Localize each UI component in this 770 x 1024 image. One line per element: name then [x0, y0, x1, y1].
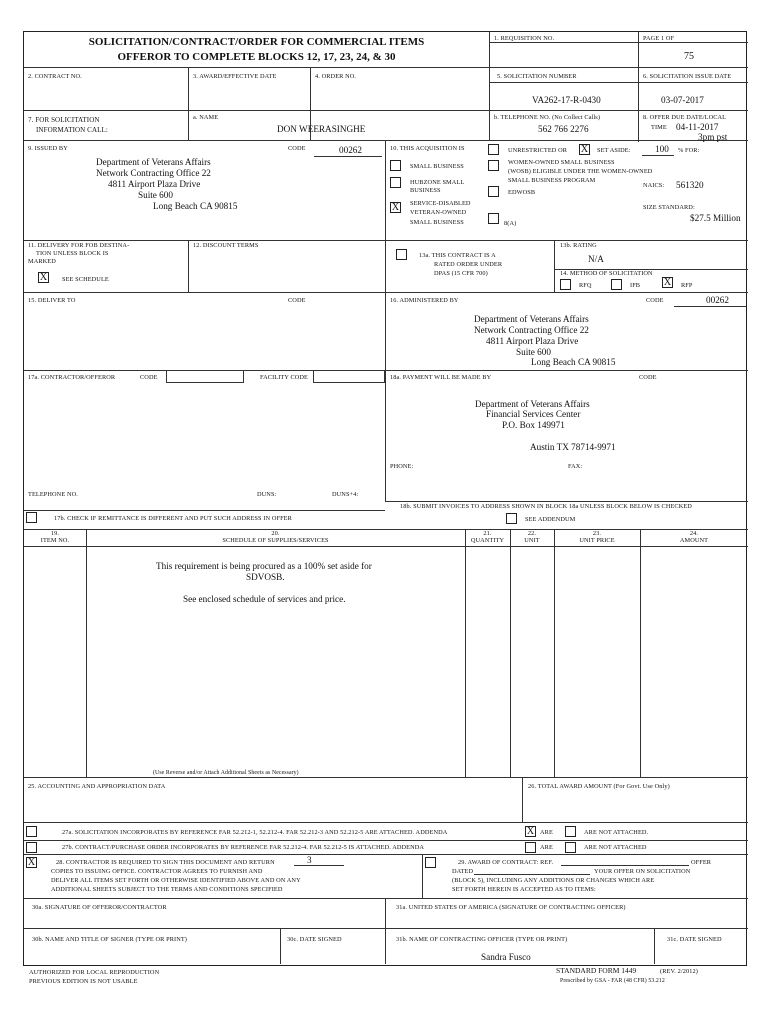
- officer-name-field[interactable]: Sandra Fusco: [481, 952, 531, 962]
- col-unit-price-number: 23.: [592, 530, 602, 537]
- 27a-are-not-label: ARE NOT ATTACHED.: [584, 829, 649, 836]
- order-no-label: 4. ORDER NO.: [315, 73, 357, 80]
- 27a-are-checkbox[interactable]: X: [526, 826, 535, 837]
- col-schedule-number: 20.: [271, 530, 280, 537]
- small-business-checkbox[interactable]: [390, 160, 401, 171]
- naics-label: NAICS:: [643, 182, 665, 189]
- contact-name-field[interactable]: DON WEERASINGHE: [277, 124, 366, 134]
- information-call-label: INFORMATION CALL:: [36, 126, 108, 134]
- 29-label-4: SET FORTH HEREIN IS ACCEPTED AS TO ITEMS:: [452, 886, 596, 893]
- sdvosb-label-3: SMALL BUSINESS: [410, 219, 464, 226]
- submit-invoices-label: 18b. SUBMIT INVOICES TO ADDRESS SHOWN IN BLOCK 18a UNLESS BLOCK BELOW IS CHECKED: [400, 503, 692, 510]
- copies-field[interactable]: 3: [307, 855, 312, 865]
- solicitation-number-label: 5. SOLICITATION NUMBER: [497, 73, 577, 80]
- issued-by-address-line: Network Contracting Office 22: [96, 168, 211, 178]
- administered-by-address-line: Suite 600: [516, 347, 551, 357]
- see-addendum-checkbox[interactable]: [506, 513, 517, 524]
- remittance-checkbox[interactable]: [26, 512, 37, 523]
- footer-reproduction: AUTHORIZED FOR LOCAL REPRODUCTION: [29, 969, 160, 976]
- sdvosb-label: SERVICE-DISABLED: [410, 200, 471, 207]
- footer-revision: (REV. 2/2012): [660, 968, 698, 975]
- sdvosb-label-2: VETERAN-OWNED: [410, 209, 467, 216]
- size-standard-label: SIZE STANDARD:: [643, 204, 695, 211]
- rfq-label: RFQ: [579, 282, 592, 289]
- footer-previous-edition: PREVIOUS EDITION IS NOT USABLE: [29, 978, 138, 985]
- 27a-are-label: ARE: [540, 829, 553, 836]
- offer-due-date-field[interactable]: 04-11-2017: [676, 122, 719, 132]
- wosb-label-3: SMALL BUSINESS PROGRAM: [508, 177, 596, 184]
- contractor-code-label: CODE: [140, 374, 158, 381]
- col-item-no-number: 19.: [50, 530, 60, 537]
- col-item-no-header: ITEM NO.: [40, 537, 70, 544]
- award-date-label: 3. AWARD/EFFECTIVE DATE: [193, 73, 277, 80]
- col-quantity-header: QUANTITY: [470, 537, 505, 544]
- issued-by-address-line: 4811 Airport Plaza Drive: [108, 179, 201, 189]
- administered-by-address-line: Long Beach CA 90815: [531, 357, 616, 367]
- offer-time-label: TIME: [651, 124, 667, 131]
- col-schedule-header: SCHEDULE OF SUPPLIES/SERVICES: [222, 537, 329, 544]
- delivery-fob-label-2: TION UNLESS BLOCK IS: [36, 250, 109, 257]
- sdvosb-checkbox[interactable]: X: [391, 202, 400, 213]
- 27b-are-label: ARE: [540, 844, 553, 851]
- issued-by-address-line: Department of Veterans Affairs: [96, 157, 211, 167]
- requisition-no-label: 1. REQUISITION NO.: [494, 35, 555, 42]
- 29-checkbox[interactable]: [425, 857, 436, 868]
- 8a-label: 8(A): [504, 220, 517, 227]
- rated-order-label-3: DPAS (15 CFR 700): [434, 270, 488, 277]
- duns-label: DUNS:: [257, 491, 277, 498]
- schedule-text-line: This requirement is being procured as a 100% set aside for: [156, 561, 372, 571]
- acquisition-label: 10. THIS ACQUISITION IS: [390, 145, 465, 152]
- col-unit-header: UNIT: [524, 537, 540, 544]
- 27a-checkbox[interactable]: [26, 826, 37, 837]
- remittance-label: 17b. CHECK IF REMITTANCE IS DIFFERENT AND PUT SUCH ADDRESS IN OFFER: [54, 515, 292, 522]
- rfp-label: RFP: [681, 282, 693, 289]
- footer-form-name: STANDARD FORM 1449: [556, 966, 637, 975]
- issued-by-code-field[interactable]: 00262: [339, 145, 362, 155]
- wosb-checkbox[interactable]: [488, 160, 499, 171]
- 28-label-3: DELIVER ALL ITEMS SET FORTH OR OTHERWISE IDENTIFIED ABOVE AND ON ANY: [51, 877, 301, 884]
- deliver-to-label: 15. DELIVER TO: [28, 297, 76, 304]
- telephone-field[interactable]: 562 766 2276: [538, 124, 589, 134]
- wosb-label: WOMEN-OWNED SMALL BUSINESS: [508, 159, 615, 166]
- facility-code-label: FACILITY CODE: [260, 374, 308, 381]
- contractor-telephone-label: TELEPHONE NO.: [28, 491, 78, 498]
- administered-by-address-line: Department of Veterans Affairs: [474, 314, 589, 324]
- administered-by-address-line: Network Contracting Office 22: [474, 325, 589, 335]
- payment-city-line: Austin TX 78714-9971: [530, 442, 616, 452]
- accounting-data-label: 25. ACCOUNTING AND APPROPRIATION DATA: [28, 783, 166, 790]
- signer-name-label: 30b. NAME AND TITLE OF SIGNER (TYPE OR PRINT): [32, 936, 187, 943]
- col-unit-number: 22.: [527, 530, 537, 537]
- telephone-label: b. TELEPHONE NO. (No Collect Calls): [494, 114, 601, 121]
- page-label: PAGE 1 OF: [643, 35, 675, 42]
- 27b-checkbox[interactable]: [26, 842, 37, 853]
- form-title-line2: OFFEROR TO COMPLETE BLOCKS 12, 17, 23, 24, & 30: [117, 51, 396, 63]
- 29-label-3: (BLOCK 5), INCLUDING ANY ADDITIONS OR CHANGES WHICH ARE: [452, 877, 655, 884]
- offer-due-label: 8. OFFER DUE DATE/LOCAL: [643, 114, 727, 121]
- payment-phone-label: PHONE:: [390, 463, 414, 470]
- 28-label-2: COPIES TO ISSUING OFFICE. CONTRACTOR AGREES TO FURNISH AND: [51, 868, 263, 875]
- payment-address-line: Department of Veterans Affairs: [475, 399, 590, 409]
- see-schedule-label: SEE SCHEDULE: [62, 276, 109, 283]
- deliver-to-code-label: CODE: [288, 297, 306, 304]
- issue-date-label: 6. SOLICITATION ISSUE DATE: [643, 73, 732, 80]
- administered-by-address-line: 4811 Airport Plaza Drive: [486, 336, 579, 346]
- officer-signature-label: 31a. UNITED STATES OF AMERICA (SIGNATURE OF CONTRACTING OFFICER): [396, 904, 626, 911]
- 31c-date-label: 31c. DATE SIGNED: [667, 936, 722, 943]
- for-solicitation-label: 7. FOR SOLICITATION: [28, 116, 100, 124]
- col-unit-price-header: UNIT PRICE: [579, 537, 615, 544]
- payment-address-line: P.O. Box 149971: [502, 420, 565, 430]
- unrestricted-label: UNRESTRICTED OR: [508, 147, 568, 154]
- delivery-fob-label-3: MARKED: [28, 258, 56, 265]
- set-aside-percent-field[interactable]: 100: [655, 144, 669, 154]
- payment-address-line: Financial Services Center: [486, 409, 581, 419]
- 27b-are-checkbox[interactable]: [525, 842, 536, 853]
- 27a-are-not-checkbox[interactable]: [565, 826, 576, 837]
- additional-sheets-note: (Use Reverse and/or Attach Additional Sheets as Necessary): [153, 770, 299, 776]
- col-amount-number: 24.: [689, 530, 699, 537]
- contract-no-label: 2. CONTRACT NO.: [28, 73, 82, 80]
- small-business-label: SMALL BUSINESS: [410, 163, 464, 170]
- edwosb-label: EDWOSB: [508, 189, 536, 196]
- administered-by-code-field[interactable]: 00262: [706, 295, 729, 305]
- officer-name-label: 31b. NAME OF CONTRACTING OFFICER (TYPE OR PRINT): [396, 936, 568, 943]
- rating-label: 13b. RATING: [560, 242, 597, 249]
- hubzone-checkbox[interactable]: [390, 177, 401, 188]
- payment-fax-label: FAX:: [568, 463, 583, 470]
- see-schedule-checkbox[interactable]: X: [39, 272, 48, 283]
- set-aside-label: SET ASIDE:: [597, 147, 631, 154]
- wosb-label-2: (WOSB) ELIGIBLE UNDER THE WOMEN-OWNED: [508, 168, 653, 175]
- form-title-line1: SOLICITATION/CONTRACT/ORDER FOR COMMERCIAL ITEMS: [88, 36, 425, 48]
- administered-by-code-label: CODE: [646, 297, 664, 304]
- edwosb-checkbox[interactable]: [488, 186, 499, 197]
- rated-order-label-2: RATED ORDER UNDER: [434, 261, 503, 268]
- payment-by-label: 18a. PAYMENT WILL BE MADE BY: [390, 374, 492, 381]
- issued-by-address-line: Suite 600: [138, 190, 173, 200]
- 27b-are-not-label: ARE NOT ATTACHED: [584, 844, 647, 851]
- footer-prescribed: Prescribed by GSA - FAR (48 CFR) 53.212: [560, 978, 665, 984]
- rfq-checkbox[interactable]: [560, 279, 571, 290]
- schedule-text-line: SDVOSB.: [246, 572, 285, 582]
- administered-by-label: 16. ADMINISTERED BY: [390, 297, 459, 304]
- 29-dated-label: DATED: [452, 868, 474, 875]
- 27b-label: 27b. CONTRACT/PURCHASE ORDER INCORPORATES BY REFERENCE FAR 52.212-4. FAR 52.212-5 IS ATTACHED. ADDENDA: [62, 844, 425, 851]
- see-addendum-label: SEE ADDENDUM: [525, 516, 576, 523]
- offer-due-time-field[interactable]: 3pm pst: [698, 132, 728, 142]
- page-total: 75: [684, 51, 694, 62]
- 28-label: 28. CONTRACTOR IS REQUIRED TO SIGN THIS DOCUMENT AND RETURN: [56, 859, 275, 866]
- issue-date-field[interactable]: 03-07-2017: [661, 95, 704, 105]
- total-award-label: 26. TOTAL AWARD AMOUNT (For Govt. Use Only): [528, 783, 670, 790]
- solicitation-number-field[interactable]: VA262-17-R-0430: [532, 95, 601, 105]
- delivery-fob-label: 11. DELIVERY FOR FOB DESTINA-: [28, 242, 130, 249]
- rfp-checkbox[interactable]: X: [663, 277, 672, 288]
- 27a-label: 27a. SOLICITATION INCORPORATES BY REFERENCE FAR 52.212-1, 52.212-4. FAR 52.212-3 AND 52.212-5 ARE ATTACHED. ADDENDA: [62, 829, 448, 836]
- contractor-label: 17a. CONTRACTOR/OFFEROR: [28, 374, 116, 381]
- rated-order-label: 13a. THIS CONTRACT IS A: [419, 252, 496, 259]
- ifb-checkbox[interactable]: [611, 279, 622, 290]
- 30c-date-label: 30c. DATE SIGNED: [287, 936, 342, 943]
- percent-for-label: % FOR:: [678, 147, 700, 154]
- hubzone-label-2: BUSINESS: [410, 187, 441, 194]
- rating-field[interactable]: N/A: [588, 254, 604, 264]
- rated-order-checkbox[interactable]: [396, 249, 407, 260]
- naics-field[interactable]: 561320: [676, 180, 704, 190]
- 29-label: 29. AWARD OF CONTRACT: REF.: [458, 859, 554, 866]
- col-amount-header: AMOUNT: [679, 537, 709, 544]
- hubzone-label: HUBZONE SMALL: [410, 179, 465, 186]
- discount-terms-label: 12. DISCOUNT TERMS: [193, 242, 259, 249]
- size-standard-field[interactable]: $27.5 Million: [690, 213, 741, 223]
- issued-by-label: 9. ISSUED BY: [28, 145, 68, 152]
- 8a-checkbox[interactable]: [488, 213, 499, 224]
- 28-label-4: ADDITIONAL SHEETS SUBJECT TO THE TERMS AND CONDITIONS SPECIFIED: [51, 886, 283, 893]
- schedule-text-line: See enclosed schedule of services and price.: [183, 594, 346, 604]
- form-1449: [23, 31, 747, 966]
- col-quantity-number: 21.: [483, 530, 492, 537]
- ifb-label: IFB: [630, 282, 641, 289]
- issued-by-address-line: Long Beach CA 90815: [153, 201, 238, 211]
- duns4-label: DUNS+4:: [332, 491, 359, 498]
- 29-offer-label: OFFER: [691, 859, 712, 866]
- unrestricted-checkbox[interactable]: [488, 144, 499, 155]
- offeror-signature-label: 30a. SIGNATURE OF OFFEROR/CONTRACTOR: [32, 904, 167, 911]
- 27b-are-not-checkbox[interactable]: [565, 842, 576, 853]
- 29-label-2: YOUR OFFER ON SOLICITATION: [594, 868, 691, 875]
- 28-checkbox[interactable]: X: [27, 857, 36, 868]
- payment-code-label: CODE: [639, 374, 657, 381]
- issued-by-code-label: CODE: [288, 145, 306, 152]
- set-aside-checkbox[interactable]: X: [580, 144, 589, 155]
- name-label: a. NAME: [193, 114, 219, 121]
- method-label: 14. METHOD OF SOLICITATION: [560, 270, 653, 277]
